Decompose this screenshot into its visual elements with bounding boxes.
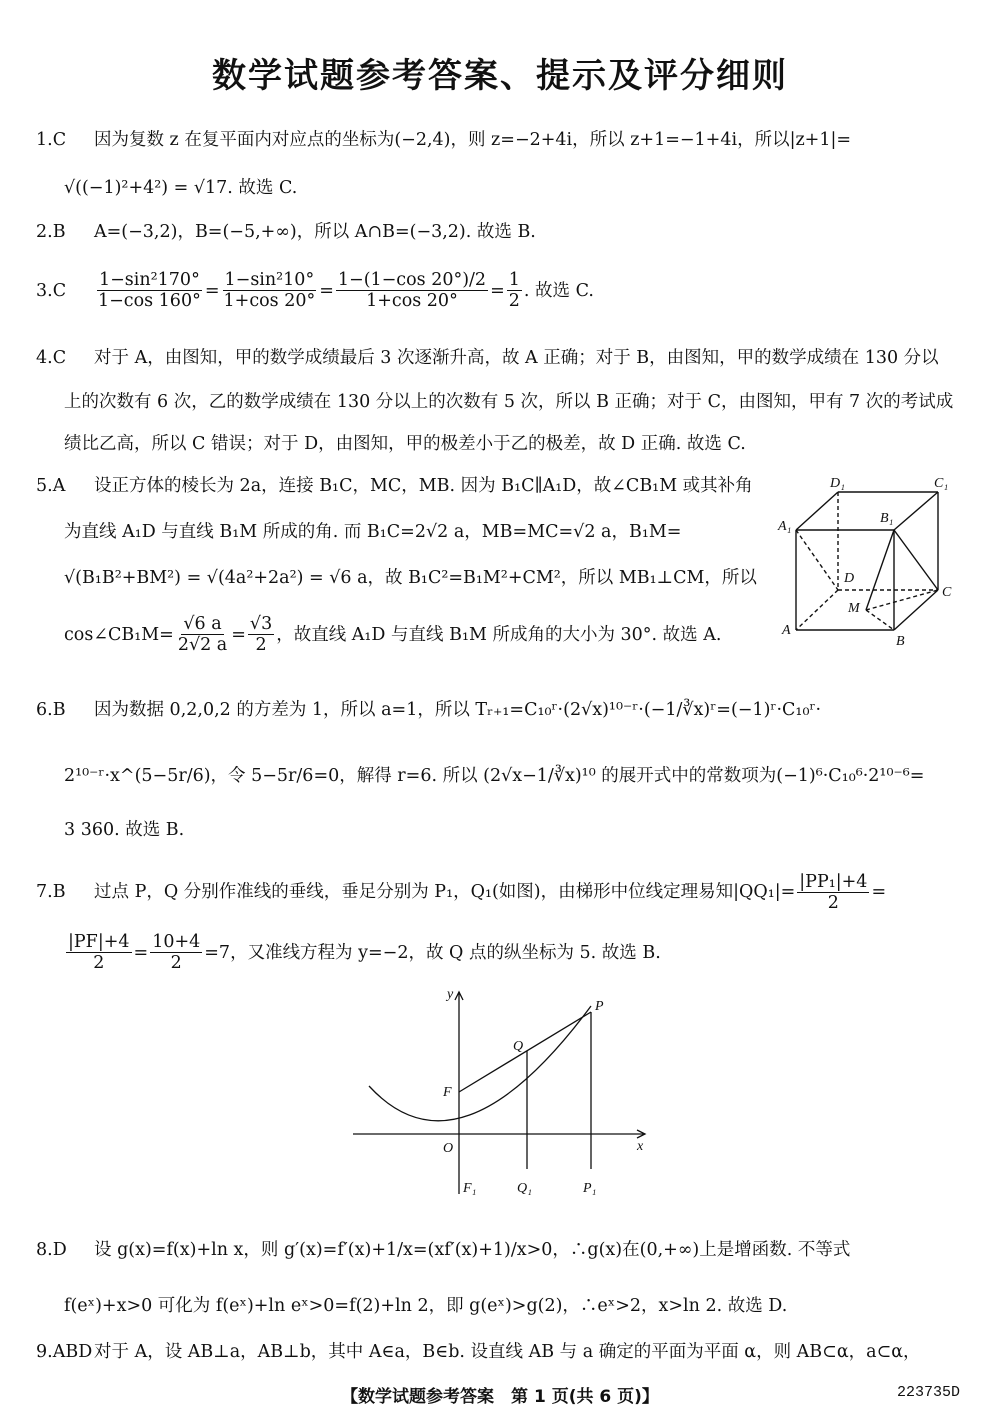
q4-line1 (36, 346, 939, 370)
label-q: Q (513, 1039, 524, 1054)
q5-frac2: $\frac{√3}{2}$ (249, 614, 273, 655)
q7-number: 7.B (36, 882, 66, 902)
q3-frac2: $\frac{\text{1−sin²10°}}{1+\cos 20^\circ}$ (223, 270, 316, 311)
q9-number: 9.ABD (36, 1342, 93, 1362)
q5-line2: 为直线 A₁D 与直线 B₁M 所成的角. 而 B₁C=2√2 a，MB=MC=√2 a，B₁M= (64, 522, 682, 542)
q2-line1 (36, 220, 536, 244)
q7-frac1: $\frac{\text{|PP₁|+4}}{2}$ (799, 872, 868, 913)
label-q1: Q₁ (517, 1181, 532, 1196)
q6-line1 (36, 698, 821, 722)
label-c: C (942, 585, 952, 600)
page-title: 数学试题参考答案、提示及评分细则 (212, 56, 788, 96)
q5-line3: √(B₁B²+BM²) = √(4a²+2a²) = √6 a，故 B₁C²=B₁M²+CM²，所以 MB₁⊥CM，所以 (64, 568, 757, 588)
q8-number: 8.D (36, 1240, 67, 1260)
segment-b1m (866, 530, 894, 610)
q5-text1: 设正方体的棱长为 2a，连接 B₁C，MC，MB. 因为 B₁C∥A₁D，故∠CB₁M 或其补角 (94, 476, 753, 496)
segment-a1d (796, 530, 838, 590)
label-d: D (844, 571, 855, 586)
q8-line2: f(eˣ)+x>0 可化为 f(eˣ)+ln eˣ>0=f(2)+ln 2，即 g(eˣ)>g(2)，∴eˣ>2，x>ln 2. 故选 D. (64, 1296, 788, 1316)
q5-number: 5.A (36, 476, 66, 496)
label-b1: B₁ (880, 511, 894, 526)
q6-number: 6.B (36, 700, 66, 720)
q1-line2: √((−1)²+4²) = √17. 故选 C. (64, 178, 298, 198)
q2-text1: A=(−3,2)，B=(−5,+∞)，所以 A∩B=(−3,2). 故选 B. (94, 222, 536, 242)
q4-line3: 绩比乙高，所以 C 错误；对于 D，由图知，甲的极差小于乙的极差，故 D 正确. 故选 C. (64, 434, 746, 454)
label-c1: C₁ (934, 476, 949, 491)
q7-line1: 7.B 过点 P，Q 分别作准线的垂线，垂足分别为 P₁，Q₁(如图)，由梯形中位线定理易知|QQ₁|= $\frac{\text{|PP₁|+4}}{2}$ = (36, 872, 887, 913)
q4-number: 4.C (36, 348, 67, 368)
label-p1: P₁ (583, 1181, 597, 1196)
q8-line1 (36, 1238, 850, 1262)
q6-text1: 因为数据 0,2,0,2 的方差为 1，所以 a=1，所以 Tᵣ₊₁=C₁₀ʳ·(2√x)¹⁰⁻ʳ·(−1/∛x)ʳ=(−1)ʳ·C₁₀ʳ· (94, 700, 822, 720)
q3-number: 3.C (36, 280, 67, 301)
q5-text4a: cos∠CB₁M= (64, 624, 174, 645)
cube-edge (894, 492, 938, 530)
q4-line2: 上的次数有 6 次，乙的数学成绩在 130 分以上的次数有 5 次，所以 B 正确；对于 C，由图知，甲有 7 次的考试成 (64, 392, 954, 412)
q7-frac3: $\frac{10+4}{2}$ (152, 932, 201, 973)
q5-line1 (36, 474, 753, 498)
q6-line3: 3 360. 故选 B. (64, 820, 185, 840)
q9-line1 (36, 1340, 921, 1364)
q7-text2: =7，又准线方程为 y=−2，故 Q 点的纵坐标为 5. 故选 B. (204, 942, 661, 963)
q3-frac1: $\frac{\text{1−sin²170°}}{1-\cos 160^\circ}$ (98, 270, 201, 311)
q5-text4b: ，故直线 A₁D 与直线 B₁M 所成角的大小为 30°. 故选 A. (276, 624, 722, 645)
label-x: x (637, 1139, 644, 1154)
label-m: M (848, 601, 860, 616)
hidden-edge (796, 590, 838, 630)
q6-line2: 2¹⁰⁻ʳ·x^(5−5r/6)，令 5−5r/6=0，解得 r=6. 所以 (2√x−1/∛x)¹⁰ 的展开式中的常数项为(−1)⁶·C₁₀⁶·2¹⁰⁻⁶= (64, 766, 925, 786)
q4-text1: 对于 A，由图知，甲的数学成绩最后 3 次逐渐升高，故 A 正确；对于 B，由图知，甲的数学成绩在 130 分以 (94, 348, 939, 368)
q9-text1: 对于 A，设 AB⊥a，AB⊥b，其中 A∈a，B∈b. 设直线 AB 与 a 确定的平面为平面 α，则 AB⊂α，a⊂α， (94, 1342, 921, 1362)
label-a1: A₁ (778, 519, 792, 534)
q5-frac1: $\frac{√6 a}{2√2 a}$ (177, 614, 228, 655)
q5-line4: cos∠CB₁M= $\frac{√6 a}{2√2 a}$ = $\frac{√3}{2}$ ，故直线 A₁D 与直线 B₁M 所成角的大小为 30°. 故选 A. (64, 614, 722, 655)
q7-frac2: $\frac{|PF|+4}{2}$ (68, 932, 130, 973)
q1-number: 1.C (36, 130, 67, 150)
label-a: A (782, 623, 791, 638)
q1-text1: 因为复数 z 在复平面内对应点的坐标为(−2,4)，则 z=−2+4i，所以 z+1=−1+4i，所以|z+1|= (94, 130, 852, 150)
label-y: y (447, 987, 454, 1002)
q3-frac3: $\frac{1-(1-\cos 20^\circ)/2}{1+\cos 20^\circ}$ (337, 270, 487, 311)
label-p: P (595, 999, 604, 1014)
label-d1: D₁ (830, 476, 845, 491)
label-o: O (443, 1141, 454, 1156)
segment-b1c (894, 530, 938, 590)
label-f: F (443, 1085, 452, 1100)
q7-line2: $\frac{|PF|+4}{2}$ = $\frac{10+4}{2}$ =7，又准线方程为 y=−2，故 Q 点的纵坐标为 5. 故选 B. (68, 932, 661, 973)
q2-number: 2.B (36, 222, 66, 242)
cube-figure (776, 470, 966, 650)
q7-text1: 过点 P，Q 分别作准线的垂线，垂足分别为 P₁，Q₁(如图)，由梯形中位线定理易知|QQ₁|= (94, 882, 796, 902)
cube-edge (796, 492, 838, 530)
q8-text1: 设 g(x)=f(x)+ln x，则 g′(x)=f′(x)+1/x=(xf′(x)+1)/x>0，∴g(x)在(0,+∞)上是增函数. 不等式 (94, 1240, 851, 1260)
paper-code: 223735D (896, 1384, 960, 1401)
q3-tail: . 故选 C. (523, 280, 594, 301)
q1-line1 (36, 128, 851, 152)
q3-frac4: $\frac{1}{2}$ (508, 270, 520, 311)
segment-mb (866, 610, 894, 630)
label-b: B (896, 634, 905, 649)
page-footer: 【数学试题参考答案 第 1 页(共 6 页)】 (341, 1387, 659, 1407)
label-f1: F₁ (463, 1181, 477, 1196)
q3-line1: 3.C $\frac{\text{1−sin²170°}}{1-\cos 160^\circ}$ = $\frac{\text{1−sin²10°}}{1+\cos 20^\circ}$ = $\frac{1-(1-\cos 20^\circ)/2}{1+\cos 20^\circ}$ = $\frac{1}{2}$ . 故选 C. (36, 270, 594, 311)
parabola-curve (369, 1006, 591, 1121)
parabola-figure (345, 984, 655, 1206)
